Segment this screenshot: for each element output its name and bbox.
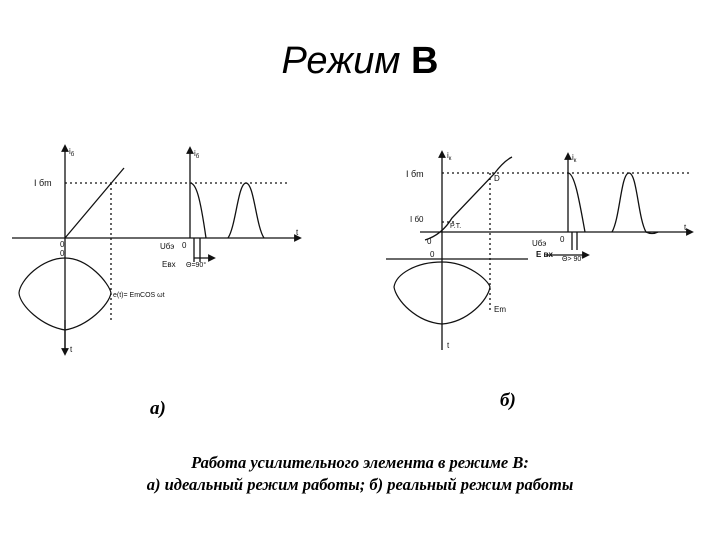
a-output-pulse-2	[228, 183, 264, 238]
caption-line-1: Работа усилительного элемента в режиме B:	[191, 453, 529, 472]
a-label-ube: Uбэ	[160, 242, 175, 251]
panel-a-labels	[34, 147, 299, 354]
a-label-ic2: $i_б$	[194, 149, 200, 160]
b-label-d: D	[494, 174, 500, 183]
a-label-ibm: I бm	[34, 178, 52, 188]
sub-label-b: б)	[500, 390, 516, 411]
caption-line-2: а) идеальный режим работы; б) реальный режим работы	[146, 475, 574, 494]
b-label-ik2: $i_к$	[572, 153, 577, 164]
a-label-formula: e(t)= EmCOS ωt	[113, 292, 165, 299]
a-transfer-characteristic	[65, 168, 124, 238]
b-label-zero3: 0	[560, 235, 565, 244]
a-label-t-bottom: t	[70, 345, 73, 354]
b-label-pt: P.T.	[450, 223, 462, 230]
b-label-ibm: I бm	[406, 169, 424, 179]
b-label-zero2: 0	[430, 250, 435, 259]
b-output-pulse-2	[612, 173, 658, 234]
a-label-evx: Eвх	[162, 260, 176, 269]
b-label-evx: E вх	[536, 250, 553, 259]
b-label-em: Em	[494, 305, 506, 314]
a-label-theta: Θ=90°	[186, 262, 207, 269]
b-label-zero1: 0	[427, 237, 432, 246]
a-label-zero1: 0	[60, 240, 65, 249]
caption	[0, 452, 720, 496]
a-label-ic: $i_б$	[69, 147, 75, 158]
b-label-ik: $i_к$	[447, 151, 452, 162]
b-label-ib0: I б0	[410, 215, 424, 224]
a-label-zero2: 0	[60, 249, 65, 258]
b-label-ube: Uбэ	[532, 239, 547, 248]
b-label-theta: Θ> 90°	[562, 256, 585, 263]
title-main: Режим	[281, 40, 401, 82]
title-letter: B	[411, 40, 439, 82]
b-transfer-characteristic	[425, 157, 512, 240]
a-label-zero3: 0	[182, 241, 187, 250]
b-label-t-right: t	[684, 223, 687, 232]
b-output-pulse-1	[568, 173, 585, 232]
panel-a-ideal	[12, 148, 298, 352]
a-output-pulse-1	[190, 183, 206, 238]
sub-label-a: а)	[150, 398, 166, 419]
b-label-t-bottom: t	[447, 341, 450, 350]
panel-b-labels	[406, 151, 687, 350]
a-label-t-right: t	[296, 228, 299, 237]
